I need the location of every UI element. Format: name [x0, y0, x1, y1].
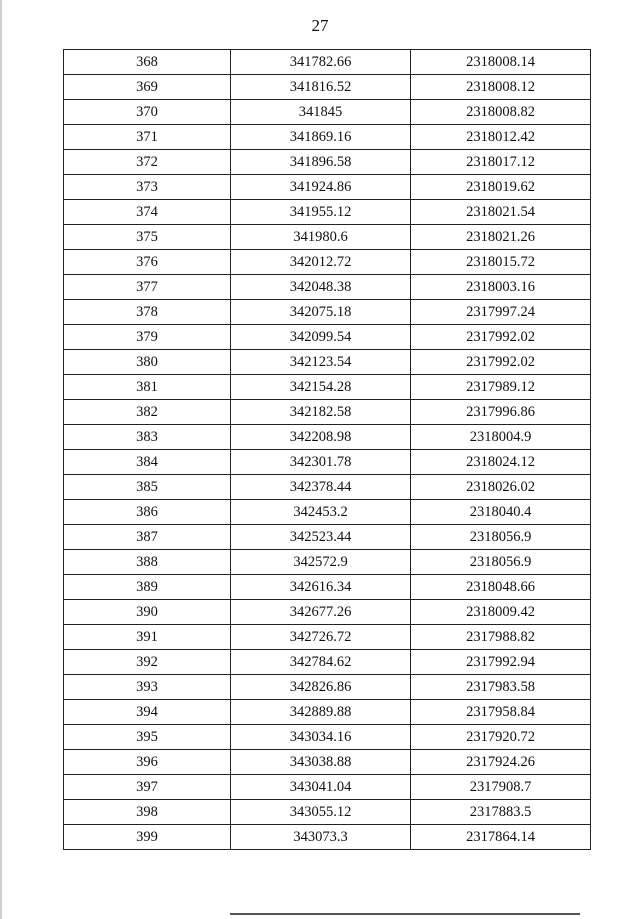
table-row [64, 450, 591, 475]
table-row [64, 625, 591, 650]
coordinate-table-body [64, 50, 591, 850]
point-number-cell: 395 [64, 725, 231, 750]
table-row [64, 350, 591, 375]
y-coordinate-cell: 2317864.14 [411, 825, 591, 850]
point-number-cell: 390 [64, 600, 231, 625]
y-coordinate-cell: 2317992.02 [411, 350, 591, 375]
point-number-cell: 373 [64, 175, 231, 200]
y-coordinate-cell: 2317924.26 [411, 750, 591, 775]
x-coordinate-cell: 342208.98 [231, 425, 411, 450]
page-number: 27 [311, 16, 329, 35]
table-row [64, 575, 591, 600]
table-row [64, 650, 591, 675]
point-number-cell: 391 [64, 625, 231, 650]
y-coordinate-cell: 2318056.9 [411, 525, 591, 550]
x-coordinate-cell: 343038.88 [231, 750, 411, 775]
y-coordinate-cell: 2318003.16 [411, 275, 591, 300]
y-coordinate-cell: 2318008.14 [411, 50, 591, 75]
table-row [64, 75, 591, 100]
x-coordinate-cell: 342123.54 [231, 350, 411, 375]
table-row [64, 675, 591, 700]
y-coordinate-cell: 2318015.72 [411, 250, 591, 275]
coordinate-table-container [63, 49, 590, 850]
x-coordinate-cell: 342572.9 [231, 550, 411, 575]
point-number-cell: 385 [64, 475, 231, 500]
point-number-cell: 393 [64, 675, 231, 700]
x-coordinate-cell: 342301.78 [231, 450, 411, 475]
point-number-cell: 387 [64, 525, 231, 550]
table-row [64, 275, 591, 300]
y-coordinate-cell: 2318012.42 [411, 125, 591, 150]
y-coordinate-cell: 2317958.84 [411, 700, 591, 725]
point-number-cell: 370 [64, 100, 231, 125]
x-coordinate-cell: 343041.04 [231, 775, 411, 800]
x-coordinate-cell: 342012.72 [231, 250, 411, 275]
table-row [64, 725, 591, 750]
y-coordinate-cell: 2317983.58 [411, 675, 591, 700]
table-row [64, 150, 591, 175]
point-number-cell: 380 [64, 350, 231, 375]
x-coordinate-cell: 341845 [231, 100, 411, 125]
x-coordinate-cell: 342048.38 [231, 275, 411, 300]
table-row [64, 500, 591, 525]
x-coordinate-cell: 342826.86 [231, 675, 411, 700]
y-coordinate-cell: 2317992.02 [411, 325, 591, 350]
point-number-cell: 394 [64, 700, 231, 725]
y-coordinate-cell: 2317992.94 [411, 650, 591, 675]
point-number-cell: 378 [64, 300, 231, 325]
y-coordinate-cell: 2317988.82 [411, 625, 591, 650]
y-coordinate-cell: 2317920.72 [411, 725, 591, 750]
table-row [64, 100, 591, 125]
table-row [64, 375, 591, 400]
table-row [64, 525, 591, 550]
y-coordinate-cell: 2318019.62 [411, 175, 591, 200]
table-row [64, 175, 591, 200]
y-coordinate-cell: 2318004.9 [411, 425, 591, 450]
x-coordinate-cell: 341955.12 [231, 200, 411, 225]
table-row [64, 400, 591, 425]
point-number-cell: 386 [64, 500, 231, 525]
point-number-cell: 396 [64, 750, 231, 775]
table-row [64, 250, 591, 275]
y-coordinate-cell: 2318048.66 [411, 575, 591, 600]
x-coordinate-cell: 342677.26 [231, 600, 411, 625]
x-coordinate-cell: 342616.34 [231, 575, 411, 600]
x-coordinate-cell: 342523.44 [231, 525, 411, 550]
x-coordinate-cell: 342453.2 [231, 500, 411, 525]
y-coordinate-cell: 2318021.54 [411, 200, 591, 225]
x-coordinate-cell: 342726.72 [231, 625, 411, 650]
x-coordinate-cell: 342378.44 [231, 475, 411, 500]
table-row [64, 600, 591, 625]
x-coordinate-cell: 341896.58 [231, 150, 411, 175]
point-number-cell: 389 [64, 575, 231, 600]
x-coordinate-cell: 342182.58 [231, 400, 411, 425]
point-number-cell: 381 [64, 375, 231, 400]
table-row [64, 125, 591, 150]
y-coordinate-cell: 2317989.12 [411, 375, 591, 400]
y-coordinate-cell: 2318008.82 [411, 100, 591, 125]
point-number-cell: 372 [64, 150, 231, 175]
table-row [64, 425, 591, 450]
point-number-cell: 369 [64, 75, 231, 100]
point-number-cell: 371 [64, 125, 231, 150]
y-coordinate-cell: 2318024.12 [411, 450, 591, 475]
table-row [64, 325, 591, 350]
table-row [64, 300, 591, 325]
coordinate-table [63, 49, 591, 850]
x-coordinate-cell: 342889.88 [231, 700, 411, 725]
table-row [64, 775, 591, 800]
table-row [64, 50, 591, 75]
table-row [64, 800, 591, 825]
x-coordinate-cell: 342075.18 [231, 300, 411, 325]
table-row [64, 200, 591, 225]
y-coordinate-cell: 2318009.42 [411, 600, 591, 625]
point-number-cell: 392 [64, 650, 231, 675]
scan-bottom-rule [230, 913, 580, 915]
point-number-cell: 368 [64, 50, 231, 75]
x-coordinate-cell: 341869.16 [231, 125, 411, 150]
y-coordinate-cell: 2318056.9 [411, 550, 591, 575]
y-coordinate-cell: 2318040.4 [411, 500, 591, 525]
table-row [64, 700, 591, 725]
point-number-cell: 399 [64, 825, 231, 850]
x-coordinate-cell: 343055.12 [231, 800, 411, 825]
scan-edge [0, 0, 2, 919]
point-number-cell: 382 [64, 400, 231, 425]
x-coordinate-cell: 342154.28 [231, 375, 411, 400]
point-number-cell: 375 [64, 225, 231, 250]
table-row [64, 825, 591, 850]
x-coordinate-cell: 342784.62 [231, 650, 411, 675]
table-row [64, 550, 591, 575]
y-coordinate-cell: 2317996.86 [411, 400, 591, 425]
point-number-cell: 377 [64, 275, 231, 300]
point-number-cell: 397 [64, 775, 231, 800]
y-coordinate-cell: 2317997.24 [411, 300, 591, 325]
y-coordinate-cell: 2318017.12 [411, 150, 591, 175]
point-number-cell: 376 [64, 250, 231, 275]
table-row [64, 475, 591, 500]
x-coordinate-cell: 341816.52 [231, 75, 411, 100]
y-coordinate-cell: 2318021.26 [411, 225, 591, 250]
x-coordinate-cell: 341782.66 [231, 50, 411, 75]
point-number-cell: 379 [64, 325, 231, 350]
table-row [64, 225, 591, 250]
y-coordinate-cell: 2317883.5 [411, 800, 591, 825]
point-number-cell: 374 [64, 200, 231, 225]
point-number-cell: 383 [64, 425, 231, 450]
y-coordinate-cell: 2317908.7 [411, 775, 591, 800]
x-coordinate-cell: 341924.86 [231, 175, 411, 200]
x-coordinate-cell: 343034.16 [231, 725, 411, 750]
table-row [64, 750, 591, 775]
y-coordinate-cell: 2318026.02 [411, 475, 591, 500]
point-number-cell: 398 [64, 800, 231, 825]
y-coordinate-cell: 2318008.12 [411, 75, 591, 100]
point-number-cell: 388 [64, 550, 231, 575]
x-coordinate-cell: 342099.54 [231, 325, 411, 350]
x-coordinate-cell: 341980.6 [231, 225, 411, 250]
x-coordinate-cell: 343073.3 [231, 825, 411, 850]
point-number-cell: 384 [64, 450, 231, 475]
